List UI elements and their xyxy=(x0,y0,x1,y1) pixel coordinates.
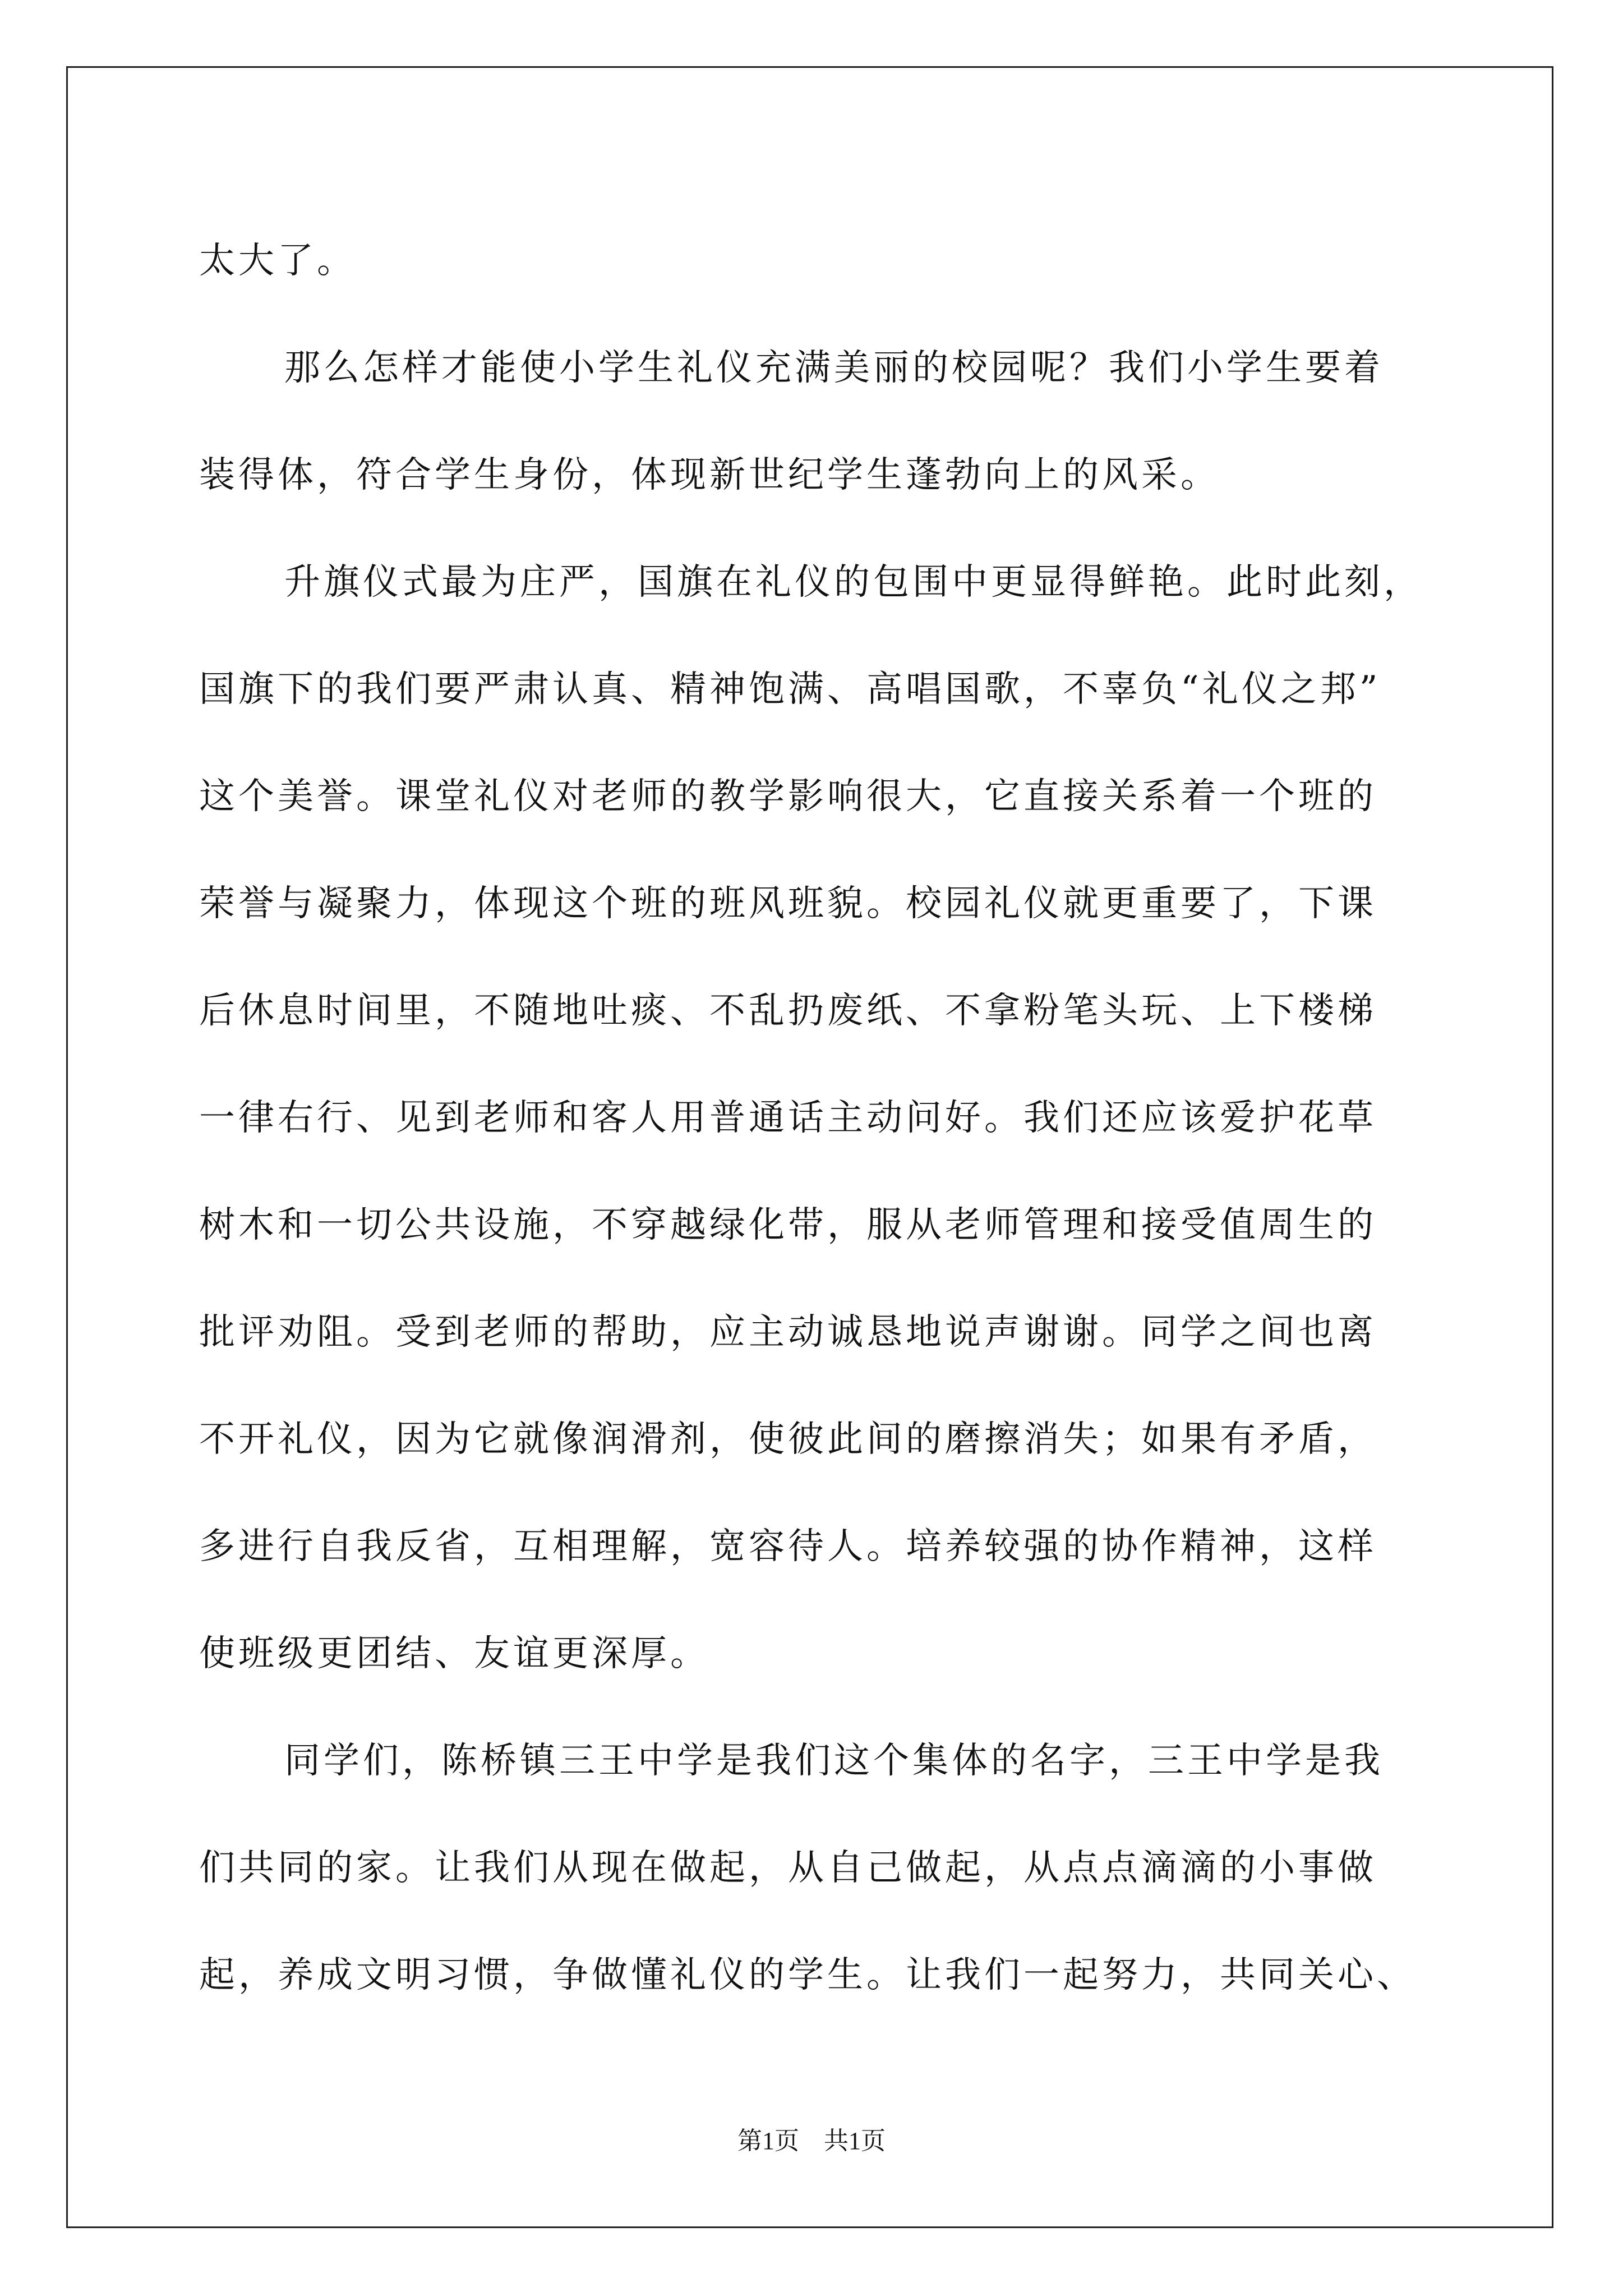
text-line: 使班级更团结、友谊更深厚。 xyxy=(199,1633,709,1674)
text-line: 多进行自我反省，互相理解，宽容待人。培养较强的协作精神，这样 xyxy=(199,1526,1377,1567)
text-line: 后休息时间里，不随地吐痰、不乱扔废纸、不拿粉笔头玩、上下楼梯 xyxy=(199,990,1377,1032)
text-line: 升旗仪式最为庄严，国旗在礼仪的包围中更显得鲜艳。此时此刻， xyxy=(284,562,1423,603)
text-line: 国旗下的我们要严肃认真、精神饱满、高唱国歌，不辜负“礼仪之邦” xyxy=(199,669,1381,710)
text-line: 荣誉与凝聚力，体现这个班的班风班貌。校园礼仪就更重要了，下课 xyxy=(199,883,1377,924)
text-line: 们共同的家。让我们从现在做起，从自己做起，从点点滴滴的小事做 xyxy=(199,1847,1377,1889)
text-line: 那么怎样才能使小学生礼仪充满美丽的校园呢？我们小学生要着 xyxy=(284,347,1384,389)
document-body xyxy=(199,208,1430,2029)
text-line: 同学们，陈桥镇三王中学是我们这个集体的名字，三王中学是我 xyxy=(284,1740,1384,1782)
text-line: 这个美誉。课堂礼仪对老师的教学影响很大，它直接关系着一个班的 xyxy=(199,776,1377,817)
text-line: 太大了。 xyxy=(199,240,356,282)
text-line: 装得体，符合学生身份，体现新世纪学生蓬勃向上的风采。 xyxy=(199,454,1220,496)
text-line: 一律右行、见到老师和客人用普通话主动问好。我们还应该爱护花草 xyxy=(199,1097,1377,1139)
text-line: 树木和一切公共设施，不穿越绿化带，服从老师管理和接受值周生的 xyxy=(199,1204,1377,1246)
text-line: 不开礼仪，因为它就像润滑剂，使彼此间的磨擦消失；如果有矛盾， xyxy=(199,1419,1377,1460)
text-line: 批评劝阻。受到老师的帮助，应主动诚恳地说声谢谢。同学之间也离 xyxy=(199,1312,1377,1353)
text-line: 起，养成文明习惯，争做懂礼仪的学生。让我们一起努力，共同关心、 xyxy=(199,1954,1416,1996)
page-footer: 第1页 共1页 xyxy=(737,2127,886,2155)
